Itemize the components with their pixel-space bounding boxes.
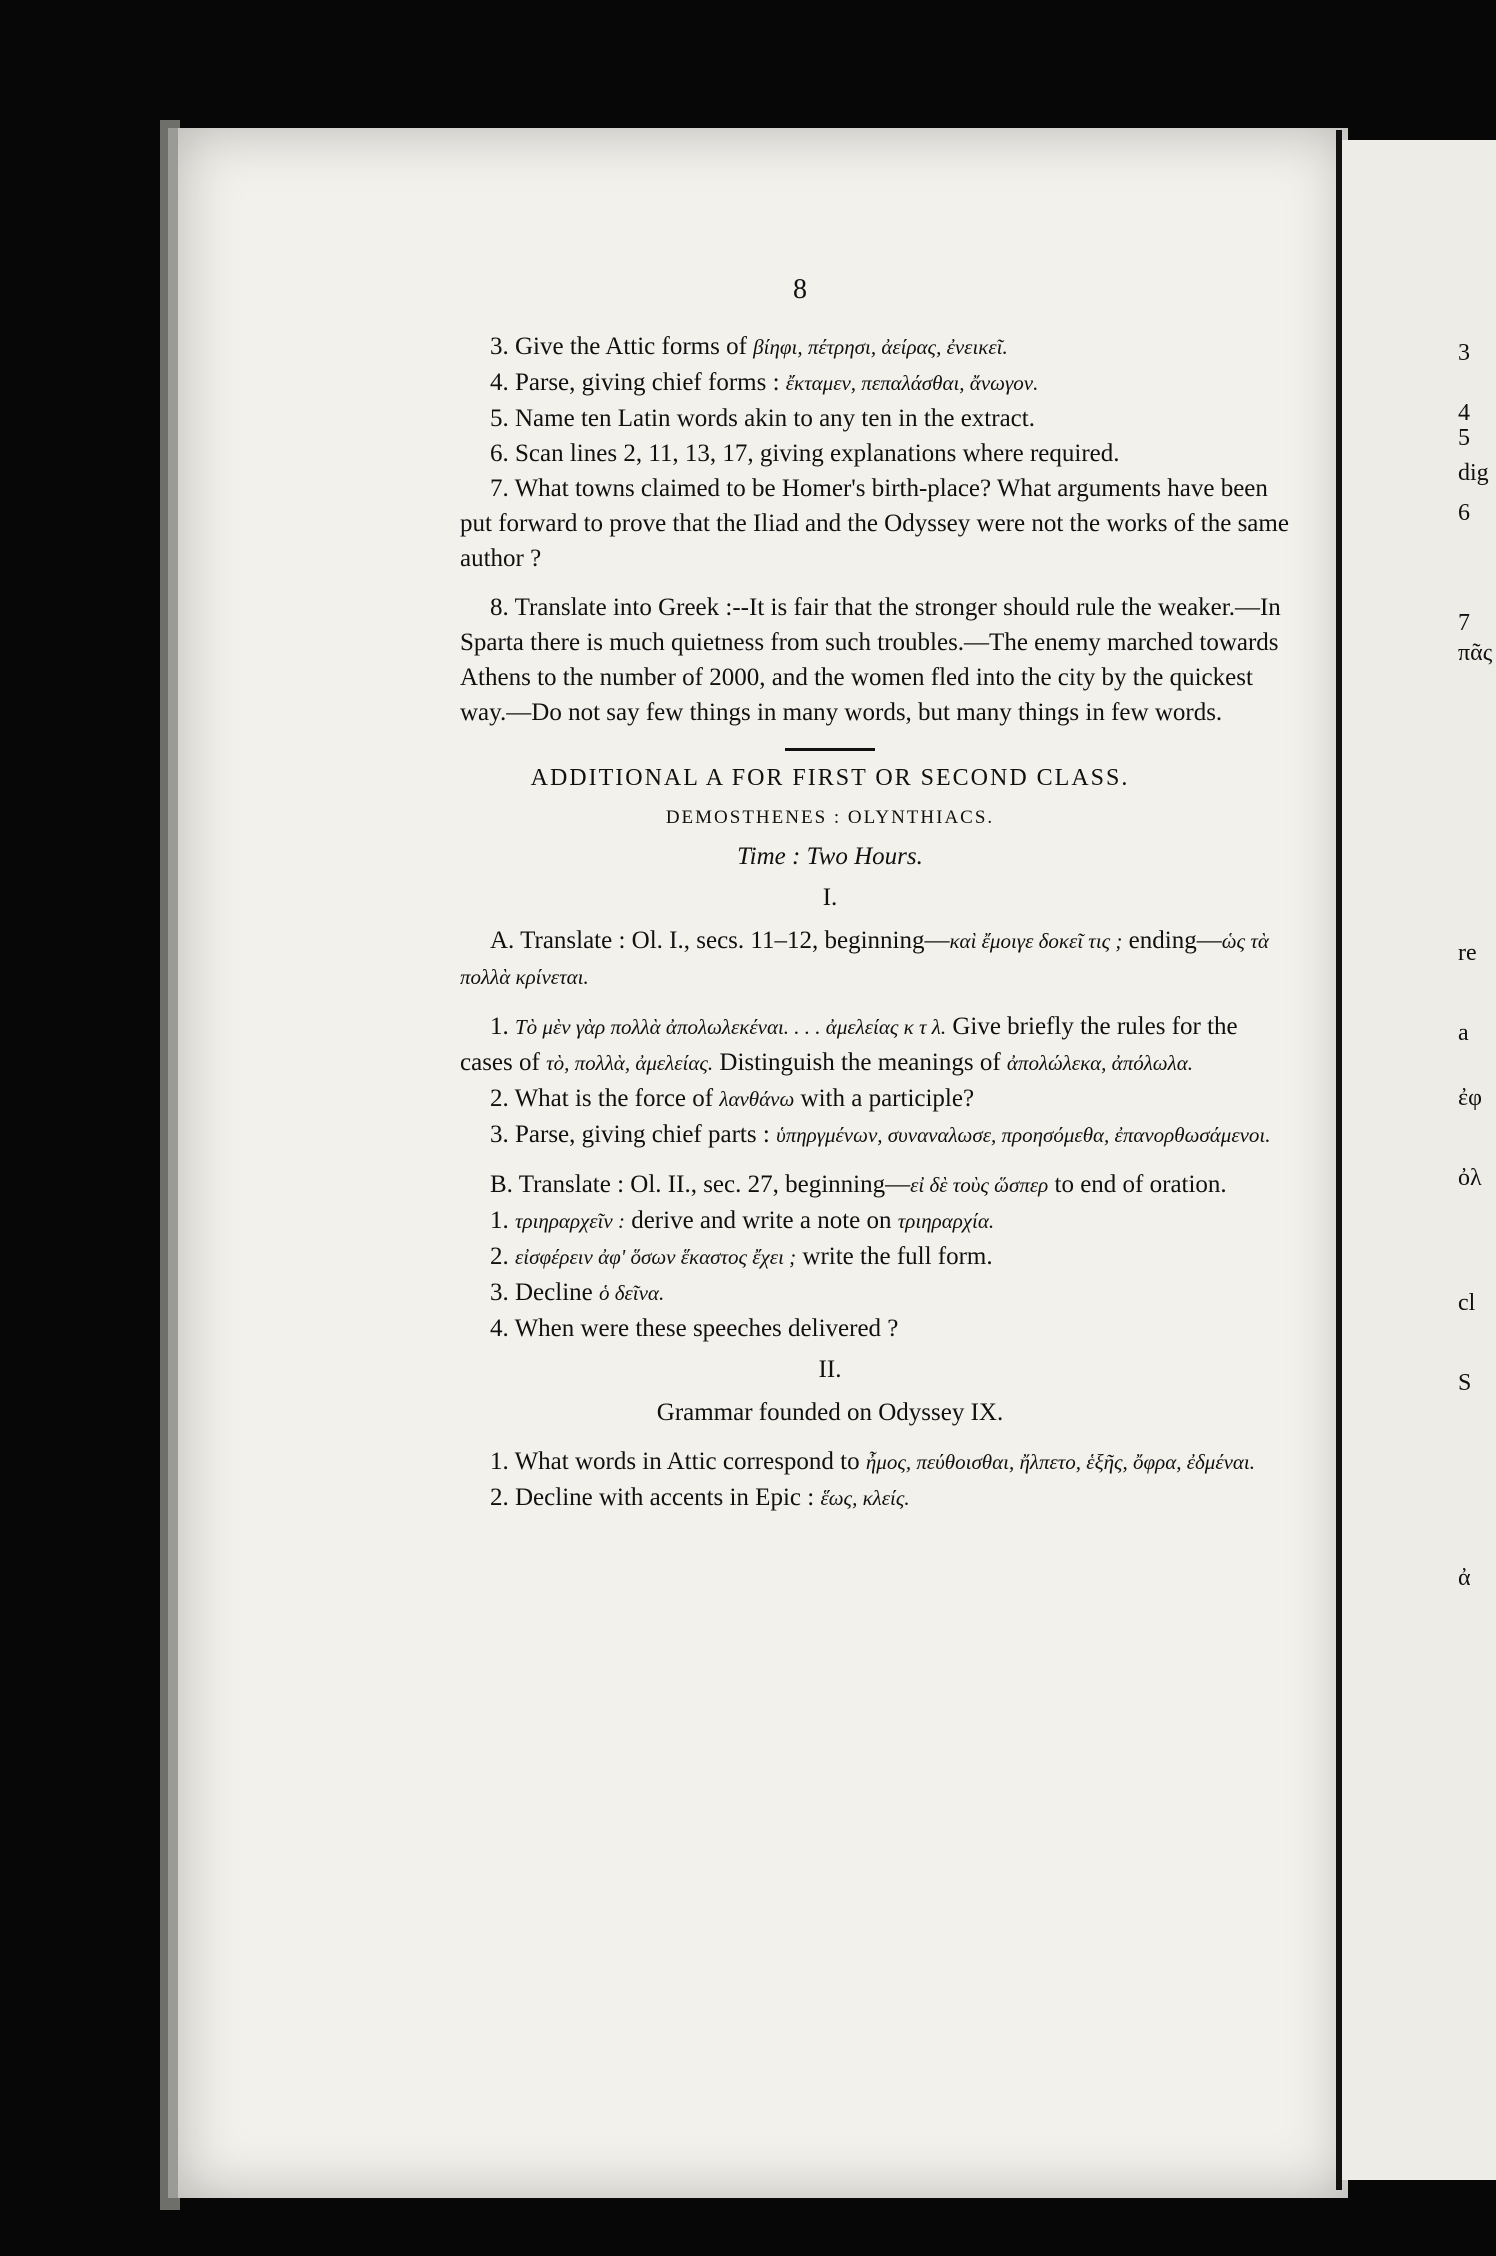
- adjacent-page-fragment: 5: [1458, 425, 1470, 451]
- adjacent-page-fragment: re: [1458, 940, 1477, 966]
- question-number: 4.: [490, 369, 509, 396]
- greek-text: τριηραρχία.: [897, 1209, 995, 1233]
- question-text: What words in Attic correspond to: [514, 1448, 860, 1475]
- question-number: 2.: [490, 1243, 509, 1270]
- question-text: Decline with accents in Epic :: [515, 1484, 815, 1511]
- greek-text: ἀπολώλεκα, ἀπόλωλα.: [1006, 1051, 1194, 1075]
- adjacent-page-fragment: 6: [1458, 500, 1470, 526]
- question-4: [460, 365, 1290, 401]
- question-text: When were these speeches delivered ?: [514, 1315, 899, 1342]
- adjacent-page-fragment: ὀλ: [1458, 1165, 1482, 1191]
- greek-text: ὁ δεῖνα.: [598, 1281, 665, 1305]
- question-8: [460, 590, 1290, 730]
- question-number: 3.: [490, 333, 509, 360]
- part1-b-question-3: [460, 1275, 1290, 1311]
- question-text: What towns claimed to be Homer's birth-place? What arguments have been put forward to prove that the Iliad and the Odyssey were not the works of the same author ?: [460, 475, 1289, 572]
- part1-b-question-1: [460, 1203, 1290, 1239]
- greek-text: ἦμος, πεύθοισθαι, ἤλπετο, ἑξῆς, ὄφρα, ἐδμέναι.: [865, 1450, 1256, 1474]
- part1-a-question-3: [460, 1117, 1290, 1153]
- question-number: 6.: [490, 440, 509, 467]
- section-subheading: DEMOSTHENES : OLYNTHIACS.: [665, 807, 995, 828]
- question-text: write the full form.: [802, 1243, 993, 1270]
- adjacent-page-fragment: 7: [1458, 610, 1470, 636]
- question-text: Translate into Greek :--It is fair that the stronger should rule the weaker.—In Sparta there is much quietness from such troubles.—The enemy marched towards Athens to the number of 2000, and the women fled into the city by the quickest way.—Do not say few things in many words, but many things in few words.: [460, 594, 1281, 726]
- greek-text: εἰ δὲ τοὺς ὥσπερ: [910, 1173, 1049, 1197]
- question-number: 1.: [490, 1013, 509, 1040]
- part-two-title: Grammar founded on Odyssey IX.: [656, 1399, 1004, 1426]
- adjacent-page-fragment: a: [1458, 1020, 1469, 1046]
- translate-b: [460, 1167, 1290, 1203]
- question-number: 3.: [490, 1279, 509, 1306]
- adjacent-page-fragment: 3: [1458, 340, 1470, 366]
- question-text: Scan lines 2, 11, 13, 17, giving explanations where required.: [515, 440, 1120, 467]
- question-text: derive and write a note on: [631, 1207, 892, 1234]
- question-text: Give the Attic forms of: [515, 333, 747, 360]
- section-heading: ADDITIONAL A FOR FIRST OR SECOND CLASS.: [530, 765, 1130, 791]
- question-text: Parse, giving chief forms :: [515, 369, 780, 396]
- time-allowed: Time : Two Hours.: [737, 843, 923, 870]
- greek-text: ὑπηργμένων, συναναλωσε, προησόμεθα, ἐπανορθωσάμενοι.: [776, 1123, 1271, 1147]
- question-5: [460, 401, 1290, 436]
- part1-b-question-4: [460, 1311, 1290, 1346]
- question-list-top: [460, 329, 1290, 730]
- translate-a-label: A. Translate : Ol. I., secs. 11–12, beginning—: [490, 927, 950, 954]
- greek-text: τὸ, πολλὰ, ἀμελείας.: [546, 1051, 714, 1075]
- greek-text: τριηραρχεῖν :: [515, 1209, 625, 1233]
- greek-text: βίηφι, πέτρησι, ἀείρας, ἐνεικεῖ.: [753, 335, 1008, 359]
- part2-question-1: [460, 1444, 1290, 1480]
- question-number: 3.: [490, 1121, 509, 1148]
- section-divider: [785, 748, 875, 751]
- question-number: 2.: [490, 1085, 509, 1112]
- question-number: 2.: [490, 1484, 509, 1511]
- question-number: 1.: [490, 1207, 509, 1234]
- question-text: Name ten Latin words akin to any ten in the extract.: [515, 405, 1035, 432]
- translate-a: [460, 923, 1290, 995]
- question-6: [460, 436, 1290, 471]
- question-number: 4.: [490, 1315, 509, 1342]
- adjacent-page-fragment: 4: [1458, 400, 1470, 426]
- greek-text: λανθάνω: [719, 1087, 795, 1111]
- adjacent-page-fragment: πᾶς: [1458, 640, 1493, 666]
- greek-text: ὡς τὰ πολλὰ κρίνεται.: [460, 929, 1269, 989]
- part1-a-question-1: [460, 1009, 1290, 1081]
- question-text: Distinguish the meanings of: [719, 1049, 1001, 1076]
- greek-text: εἰσφέρειν ἀφ' ὅσων ἕκαστος ἔχει ;: [515, 1245, 797, 1269]
- adjacent-page-fragment: ἐφ: [1458, 1085, 1482, 1111]
- translate-a-ending: ending—: [1128, 927, 1222, 954]
- question-3: [460, 329, 1290, 365]
- greek-text: καὶ ἔμοιγε δοκεῖ τις ;: [949, 929, 1123, 953]
- question-text: Give briefly the rules for the cases of: [460, 1013, 1238, 1076]
- question-number: 1.: [490, 1448, 509, 1475]
- question-text: with a participle?: [800, 1085, 975, 1112]
- part2-question-2: [460, 1480, 1290, 1516]
- part-one-numeral: I.: [822, 884, 838, 911]
- translate-b-label: B. Translate : Ol. II., sec. 27, beginning—: [490, 1171, 911, 1198]
- greek-text: ἔκταμεν, πεπαλάσθαι, ἄνωγον.: [785, 371, 1039, 395]
- adjacent-page-fragment: cl: [1458, 1290, 1476, 1316]
- part1-b-question-2: [460, 1239, 1290, 1275]
- question-text: What is the force of: [514, 1085, 714, 1112]
- adjacent-page-fragment: ἀ: [1458, 1565, 1471, 1591]
- question-number: 5.: [490, 405, 509, 432]
- question-text: Parse, giving chief parts :: [515, 1121, 770, 1148]
- greek-text: Τὸ μὲν γὰρ πολλὰ ἀπολωλεκέναι. . . . ἀμελείας κ τ λ.: [515, 1015, 947, 1039]
- part1-a-question-2: [460, 1081, 1290, 1117]
- question-7: [460, 471, 1290, 576]
- page-content: [460, 272, 1290, 1516]
- page-number: 8: [793, 274, 807, 305]
- question-number: 8.: [490, 594, 509, 621]
- translate-b-ending: to end of oration.: [1054, 1171, 1227, 1198]
- question-number: 7.: [490, 475, 509, 502]
- greek-text: ἕως, κλείς.: [820, 1486, 910, 1510]
- question-text: Decline: [515, 1279, 593, 1306]
- adjacent-page-fragment: dig: [1458, 460, 1489, 486]
- adjacent-page-fragment: S: [1458, 1370, 1472, 1396]
- part-two-numeral: II.: [818, 1356, 842, 1383]
